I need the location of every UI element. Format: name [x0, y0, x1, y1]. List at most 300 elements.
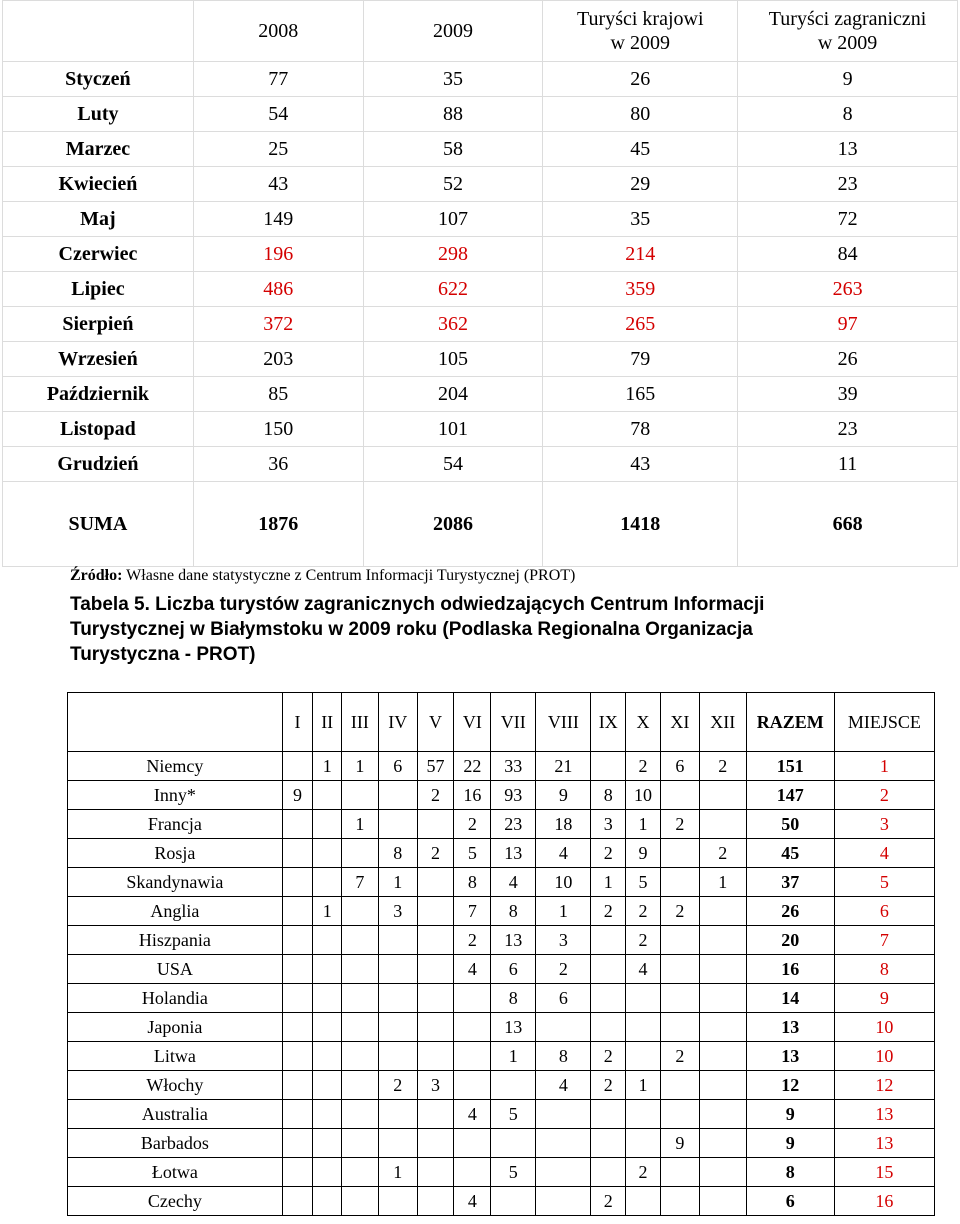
month-value-cell: [313, 926, 342, 955]
value-cell: 52: [363, 167, 543, 202]
month-value-cell: [313, 839, 342, 868]
month-value-cell: 16: [454, 781, 491, 810]
month-value-cell: [342, 955, 379, 984]
month-value-cell: 4: [491, 868, 536, 897]
value-cell: 35: [363, 62, 543, 97]
value-cell: 25: [193, 132, 363, 167]
value-cell: 85: [193, 377, 363, 412]
month-value-cell: 4: [536, 839, 591, 868]
value-cell: 165: [543, 377, 738, 412]
table-row: [3, 377, 958, 412]
month-value-cell: [699, 781, 746, 810]
header-cell: II: [313, 693, 342, 752]
value-cell: 13: [738, 132, 958, 167]
month-value-cell: [454, 1071, 491, 1100]
month-value-cell: [313, 1158, 342, 1187]
month-value-cell: [626, 1129, 661, 1158]
table-row: [68, 955, 935, 984]
country-cell: Rosja: [68, 839, 283, 868]
month-value-cell: 57: [417, 752, 454, 781]
month-value-cell: [626, 1187, 661, 1216]
month-value-cell: [282, 752, 313, 781]
month-value-cell: [342, 1158, 379, 1187]
month-value-cell: 1: [626, 1071, 661, 1100]
month-value-cell: 2: [454, 926, 491, 955]
header-2009: 2009: [363, 1, 543, 62]
month-value-cell: 1: [591, 868, 626, 897]
country-cell: Holandia: [68, 984, 283, 1013]
country-cell: Inny*: [68, 781, 283, 810]
month-value-cell: [282, 955, 313, 984]
source-note: [70, 567, 575, 585]
month-value-cell: [282, 984, 313, 1013]
value-cell: 79: [543, 342, 738, 377]
month-value-cell: [378, 984, 417, 1013]
country-cell: Niemcy: [68, 752, 283, 781]
sum-cell: 1418: [543, 482, 738, 567]
month-value-cell: [313, 1013, 342, 1042]
value-cell: 149: [193, 202, 363, 237]
month-value-cell: 6: [660, 752, 699, 781]
header-cell: IV: [378, 693, 417, 752]
month-value-cell: [342, 781, 379, 810]
month-value-cell: [536, 1100, 591, 1129]
table-header-row: [68, 693, 935, 752]
value-cell: 43: [193, 167, 363, 202]
month-value-cell: [378, 955, 417, 984]
table-row: [68, 1071, 935, 1100]
month-value-cell: [454, 1158, 491, 1187]
header-cell: VII: [491, 693, 536, 752]
month-value-cell: 2: [660, 1042, 699, 1071]
total-cell: 20: [746, 926, 834, 955]
foreign-tourists-table: [67, 692, 935, 1216]
place-cell: 9: [834, 984, 934, 1013]
month-cell: Marzec: [3, 132, 194, 167]
value-cell: 54: [193, 97, 363, 132]
value-cell: 196: [193, 237, 363, 272]
country-cell: Włochy: [68, 1071, 283, 1100]
value-cell: 77: [193, 62, 363, 97]
month-value-cell: 8: [591, 781, 626, 810]
month-value-cell: [342, 1129, 379, 1158]
value-cell: 203: [193, 342, 363, 377]
month-value-cell: 2: [591, 897, 626, 926]
month-value-cell: [342, 984, 379, 1013]
month-value-cell: 8: [536, 1042, 591, 1071]
month-value-cell: [699, 1158, 746, 1187]
month-value-cell: 2: [699, 752, 746, 781]
month-value-cell: 1: [536, 897, 591, 926]
month-value-cell: 7: [454, 897, 491, 926]
month-cell: Kwiecień: [3, 167, 194, 202]
month-value-cell: 1: [491, 1042, 536, 1071]
total-cell: 9: [746, 1129, 834, 1158]
month-value-cell: [417, 1042, 454, 1071]
place-cell: 4: [834, 839, 934, 868]
value-cell: 39: [738, 377, 958, 412]
total-cell: 9: [746, 1100, 834, 1129]
month-value-cell: [417, 1013, 454, 1042]
month-value-cell: [591, 1100, 626, 1129]
table-header-row: [3, 1, 958, 62]
table-row: [68, 1129, 935, 1158]
month-value-cell: 1: [699, 868, 746, 897]
month-value-cell: [626, 1042, 661, 1071]
month-value-cell: 1: [313, 752, 342, 781]
place-cell: 10: [834, 1042, 934, 1071]
month-value-cell: [342, 1071, 379, 1100]
header-cell: III: [342, 693, 379, 752]
month-value-cell: 5: [454, 839, 491, 868]
month-value-cell: 2: [417, 781, 454, 810]
month-value-cell: 4: [454, 1100, 491, 1129]
month-value-cell: [313, 781, 342, 810]
value-cell: 8: [738, 97, 958, 132]
table-row: [68, 897, 935, 926]
month-value-cell: [417, 1158, 454, 1187]
month-value-cell: 3: [417, 1071, 454, 1100]
month-value-cell: 22: [454, 752, 491, 781]
country-cell: USA: [68, 955, 283, 984]
month-value-cell: [660, 955, 699, 984]
month-value-cell: [378, 781, 417, 810]
month-value-cell: 2: [626, 1158, 661, 1187]
table-row: [68, 839, 935, 868]
month-value-cell: [378, 1100, 417, 1129]
month-value-cell: [282, 1071, 313, 1100]
month-value-cell: 6: [491, 955, 536, 984]
place-cell: 3: [834, 810, 934, 839]
month-value-cell: 3: [536, 926, 591, 955]
country-cell: Skandynawia: [68, 868, 283, 897]
month-value-cell: [536, 1158, 591, 1187]
header-cell: RAZEM: [746, 693, 834, 752]
value-cell: 11: [738, 447, 958, 482]
month-value-cell: 2: [591, 1042, 626, 1071]
month-value-cell: [699, 897, 746, 926]
month-value-cell: [491, 1187, 536, 1216]
value-cell: 372: [193, 307, 363, 342]
month-value-cell: [660, 1100, 699, 1129]
total-cell: 151: [746, 752, 834, 781]
month-value-cell: 13: [491, 839, 536, 868]
month-value-cell: [282, 1187, 313, 1216]
month-value-cell: [454, 984, 491, 1013]
total-cell: 45: [746, 839, 834, 868]
month-cell: Listopad: [3, 412, 194, 447]
month-value-cell: [417, 810, 454, 839]
month-value-cell: [313, 955, 342, 984]
month-value-cell: [342, 926, 379, 955]
table-row: [3, 202, 958, 237]
table-row: [3, 62, 958, 97]
month-value-cell: [660, 926, 699, 955]
header-cell: [68, 693, 283, 752]
value-cell: 84: [738, 237, 958, 272]
month-value-cell: 93: [491, 781, 536, 810]
header-domestic: Turyści krajowi w 2009: [543, 1, 738, 62]
month-value-cell: 1: [342, 752, 379, 781]
table-row: [68, 1187, 935, 1216]
month-value-cell: 2: [454, 810, 491, 839]
sum-row: [3, 482, 958, 567]
month-value-cell: 2: [626, 926, 661, 955]
value-cell: 26: [543, 62, 738, 97]
header-cell: X: [626, 693, 661, 752]
place-cell: 16: [834, 1187, 934, 1216]
month-value-cell: [282, 897, 313, 926]
month-value-cell: [454, 1013, 491, 1042]
value-cell: 88: [363, 97, 543, 132]
month-value-cell: 8: [378, 839, 417, 868]
month-value-cell: [591, 984, 626, 1013]
value-cell: 298: [363, 237, 543, 272]
month-value-cell: [342, 897, 379, 926]
value-cell: 45: [543, 132, 738, 167]
month-value-cell: [660, 781, 699, 810]
place-cell: 10: [834, 1013, 934, 1042]
header-cell: MIEJSCE: [834, 693, 934, 752]
month-value-cell: 2: [536, 955, 591, 984]
month-value-cell: 2: [378, 1071, 417, 1100]
month-value-cell: 8: [491, 984, 536, 1013]
month-value-cell: [591, 926, 626, 955]
month-value-cell: [378, 1042, 417, 1071]
total-cell: 147: [746, 781, 834, 810]
month-value-cell: [454, 1129, 491, 1158]
month-value-cell: 3: [378, 897, 417, 926]
month-value-cell: [378, 1129, 417, 1158]
month-value-cell: [536, 1187, 591, 1216]
sum-cell: 1876: [193, 482, 363, 567]
value-cell: 622: [363, 272, 543, 307]
month-value-cell: [282, 1013, 313, 1042]
month-value-cell: 5: [491, 1158, 536, 1187]
month-value-cell: [282, 1042, 313, 1071]
month-value-cell: [660, 1158, 699, 1187]
month-value-cell: 5: [626, 868, 661, 897]
source-text: Własne dane statystyczne z Centrum Informacji Turystycznej (PROT): [122, 567, 576, 584]
monthly-tourists-table: [2, 0, 958, 567]
month-value-cell: [536, 1129, 591, 1158]
sum-cell: 668: [738, 482, 958, 567]
total-cell: 13: [746, 1042, 834, 1071]
table-row: [68, 926, 935, 955]
value-cell: 97: [738, 307, 958, 342]
month-value-cell: 5: [491, 1100, 536, 1129]
value-cell: 78: [543, 412, 738, 447]
month-value-cell: [342, 1042, 379, 1071]
value-cell: 105: [363, 342, 543, 377]
table-row: [3, 237, 958, 272]
month-value-cell: 4: [626, 955, 661, 984]
month-cell: Październik: [3, 377, 194, 412]
month-value-cell: [313, 984, 342, 1013]
month-value-cell: [342, 1100, 379, 1129]
month-value-cell: [313, 1100, 342, 1129]
month-value-cell: 1: [313, 897, 342, 926]
month-value-cell: [378, 926, 417, 955]
month-value-cell: [660, 984, 699, 1013]
month-value-cell: [282, 1158, 313, 1187]
month-value-cell: [417, 984, 454, 1013]
month-value-cell: [699, 926, 746, 955]
month-value-cell: [591, 955, 626, 984]
header-cell: XI: [660, 693, 699, 752]
value-cell: 359: [543, 272, 738, 307]
month-value-cell: [660, 839, 699, 868]
month-value-cell: 21: [536, 752, 591, 781]
month-value-cell: [417, 1187, 454, 1216]
month-value-cell: [591, 1013, 626, 1042]
month-value-cell: [417, 868, 454, 897]
header-cell: V: [417, 693, 454, 752]
month-value-cell: [660, 1013, 699, 1042]
month-value-cell: [417, 897, 454, 926]
month-value-cell: [626, 1013, 661, 1042]
month-value-cell: 13: [491, 1013, 536, 1042]
month-value-cell: 1: [626, 810, 661, 839]
month-value-cell: [417, 926, 454, 955]
month-cell: Styczeń: [3, 62, 194, 97]
month-value-cell: [699, 1100, 746, 1129]
month-value-cell: 2: [660, 810, 699, 839]
month-value-cell: [626, 984, 661, 1013]
sum-cell: 2086: [363, 482, 543, 567]
value-cell: 362: [363, 307, 543, 342]
month-value-cell: 4: [536, 1071, 591, 1100]
value-cell: 486: [193, 272, 363, 307]
country-cell: Czechy: [68, 1187, 283, 1216]
month-value-cell: 9: [626, 839, 661, 868]
month-value-cell: [699, 1071, 746, 1100]
month-value-cell: 13: [491, 926, 536, 955]
table-row: [68, 1042, 935, 1071]
table-row: [3, 342, 958, 377]
month-value-cell: [660, 1071, 699, 1100]
month-value-cell: [313, 1042, 342, 1071]
place-cell: 13: [834, 1129, 934, 1158]
country-cell: Litwa: [68, 1042, 283, 1071]
value-cell: 35: [543, 202, 738, 237]
month-value-cell: 9: [536, 781, 591, 810]
total-cell: 16: [746, 955, 834, 984]
table-row: [3, 412, 958, 447]
month-cell: Lipiec: [3, 272, 194, 307]
month-value-cell: 23: [491, 810, 536, 839]
table-row: [3, 272, 958, 307]
total-cell: 12: [746, 1071, 834, 1100]
month-value-cell: [699, 810, 746, 839]
month-value-cell: 6: [536, 984, 591, 1013]
value-cell: 26: [738, 342, 958, 377]
value-cell: 29: [543, 167, 738, 202]
value-cell: 36: [193, 447, 363, 482]
month-value-cell: 10: [626, 781, 661, 810]
value-cell: 9: [738, 62, 958, 97]
month-value-cell: [491, 1071, 536, 1100]
month-value-cell: [342, 1013, 379, 1042]
value-cell: 101: [363, 412, 543, 447]
value-cell: 23: [738, 167, 958, 202]
month-value-cell: 4: [454, 955, 491, 984]
month-value-cell: [491, 1129, 536, 1158]
value-cell: 58: [363, 132, 543, 167]
total-cell: 14: [746, 984, 834, 1013]
month-value-cell: 2: [591, 839, 626, 868]
month-value-cell: 10: [536, 868, 591, 897]
place-cell: 15: [834, 1158, 934, 1187]
month-value-cell: [313, 1129, 342, 1158]
place-cell: 5: [834, 868, 934, 897]
month-value-cell: [626, 1100, 661, 1129]
month-value-cell: [699, 1042, 746, 1071]
month-value-cell: [660, 868, 699, 897]
total-cell: 37: [746, 868, 834, 897]
month-value-cell: [282, 810, 313, 839]
month-value-cell: 8: [491, 897, 536, 926]
month-value-cell: 9: [282, 781, 313, 810]
country-cell: Anglia: [68, 897, 283, 926]
value-cell: 214: [543, 237, 738, 272]
table-row: [3, 167, 958, 202]
value-cell: 23: [738, 412, 958, 447]
table-row: [68, 1100, 935, 1129]
month-value-cell: [417, 955, 454, 984]
country-cell: Japonia: [68, 1013, 283, 1042]
header-cell: XII: [699, 693, 746, 752]
table-row: [68, 781, 935, 810]
place-cell: 2: [834, 781, 934, 810]
header-cell: IX: [591, 693, 626, 752]
month-value-cell: [699, 955, 746, 984]
total-cell: 8: [746, 1158, 834, 1187]
month-value-cell: [282, 868, 313, 897]
month-value-cell: 2: [626, 897, 661, 926]
month-value-cell: 8: [454, 868, 491, 897]
header-cell: VI: [454, 693, 491, 752]
month-value-cell: [454, 1042, 491, 1071]
month-cell: Sierpień: [3, 307, 194, 342]
month-value-cell: [591, 752, 626, 781]
month-cell: Maj: [3, 202, 194, 237]
table-row: [3, 307, 958, 342]
header-foreign: Turyści zagraniczni w 2009: [738, 1, 958, 62]
month-value-cell: [378, 1013, 417, 1042]
table-row: [68, 1013, 935, 1042]
value-cell: 43: [543, 447, 738, 482]
total-cell: 50: [746, 810, 834, 839]
month-value-cell: [699, 1129, 746, 1158]
value-cell: 263: [738, 272, 958, 307]
month-value-cell: [536, 1013, 591, 1042]
month-value-cell: [699, 1187, 746, 1216]
total-cell: 26: [746, 897, 834, 926]
value-cell: 265: [543, 307, 738, 342]
month-value-cell: 2: [699, 839, 746, 868]
month-value-cell: [282, 1100, 313, 1129]
month-value-cell: [699, 984, 746, 1013]
total-cell: 6: [746, 1187, 834, 1216]
month-value-cell: 1: [378, 868, 417, 897]
value-cell: 107: [363, 202, 543, 237]
value-cell: 204: [363, 377, 543, 412]
value-cell: 72: [738, 202, 958, 237]
month-cell: Grudzień: [3, 447, 194, 482]
total-cell: 13: [746, 1013, 834, 1042]
place-cell: 12: [834, 1071, 934, 1100]
